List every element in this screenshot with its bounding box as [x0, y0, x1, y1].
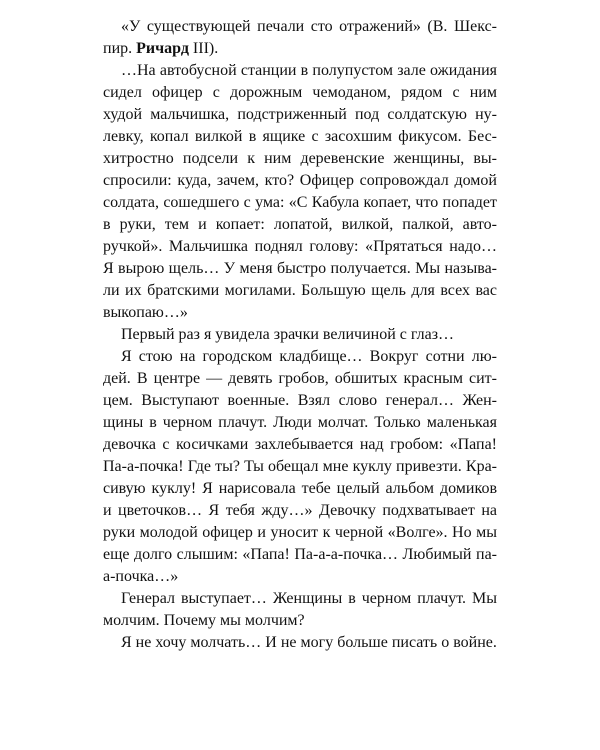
text-line: спросили: куда, зачем, кто? Офицер сопровождал домой — [103, 172, 497, 189]
text-line: сидел офицер с дорожным чемоданом, рядом с ним — [103, 84, 497, 101]
text-line: Я стою на городском кладбище… Вокруг сотни лю- — [121, 348, 497, 365]
paragraph-general — [103, 588, 497, 632]
text-line: в руки, тем и копает: лопатой, вилкой, палкой, авто- — [103, 216, 497, 233]
text-line: Генерал выступает… Женщины в черном плачут. Мы — [121, 590, 497, 607]
text-line: девочка с косичками захлебывается над гробом: «Папа! — [103, 436, 497, 453]
paragraph-bus-station — [103, 60, 497, 324]
text-line: ли их братскими могилами. Большую щель для всех вас — [103, 282, 497, 299]
text-line: Я вырою щель… У меня быстро получается. Мы называ- — [103, 260, 497, 277]
epigraph-bold-word: Ричард — [136, 40, 189, 57]
text-line: сивую куклу! Я нарисовала тебе целый альбом домиков — [103, 480, 497, 497]
page-text-block — [103, 16, 497, 654]
text-line: Я не хочу молчать… И не могу больше писать о войне. — [121, 634, 497, 651]
epigraph-paragraph — [103, 16, 497, 60]
text-line: еще долго слышим: «Папа! Па-а-а-почка… Любимый па- — [103, 546, 497, 563]
text-line: молчим. Почему мы молчим? — [103, 612, 305, 629]
epigraph-line-2-text: пир. Ричард III). — [103, 40, 219, 57]
text-line: и цветочков… Я тебя жду…» Девочку подхватывает на — [103, 502, 497, 519]
text-line: а-почка…» — [103, 568, 179, 585]
text-line: выкопаю…» — [103, 304, 188, 321]
text-line: хитростно подсели к ним деревенские женщины, вы- — [103, 150, 497, 167]
text-line: Па-а-почка! Где ты? Ты обещал мне куклу привезти. Кра- — [103, 458, 497, 475]
text-line: …На автобусной станции в полупустом зале ожидания — [121, 62, 497, 79]
text-line: ручкой». Мальчишка поднял голову: «Прятаться надо… — [103, 238, 497, 255]
epigraph-line-1: «У существующей печали сто отражений» (В. Шекс- — [121, 18, 497, 35]
text-line: дей. В центре — девять гробов, обшитых красным сит- — [103, 370, 497, 387]
text-line: руки молодой офицер и уносит к черной «Волге». Но мы — [103, 524, 497, 541]
text-line: солдата, сошедшего с ума: «С Кабула копает, что попадет — [103, 194, 497, 211]
text-line: Первый раз я увидела зрачки величиной с глаз… — [121, 326, 455, 343]
text-line: цем. Выступают военные. Взял слово генерал… Жен- — [103, 392, 497, 409]
text-line: худой мальчишка, подстриженный под солдатскую ну- — [103, 106, 497, 123]
paragraph-cemetery — [103, 346, 497, 588]
text-line: левку, копал вилкой в ящике с засохшим фикусом. Бес- — [103, 128, 497, 145]
paragraph-silence — [103, 632, 497, 654]
epigraph-line-2 — [103, 38, 497, 60]
paragraph-pupils — [103, 324, 497, 346]
text-line: щины в черном плачут. Люди молчат. Только маленькая — [103, 414, 497, 431]
